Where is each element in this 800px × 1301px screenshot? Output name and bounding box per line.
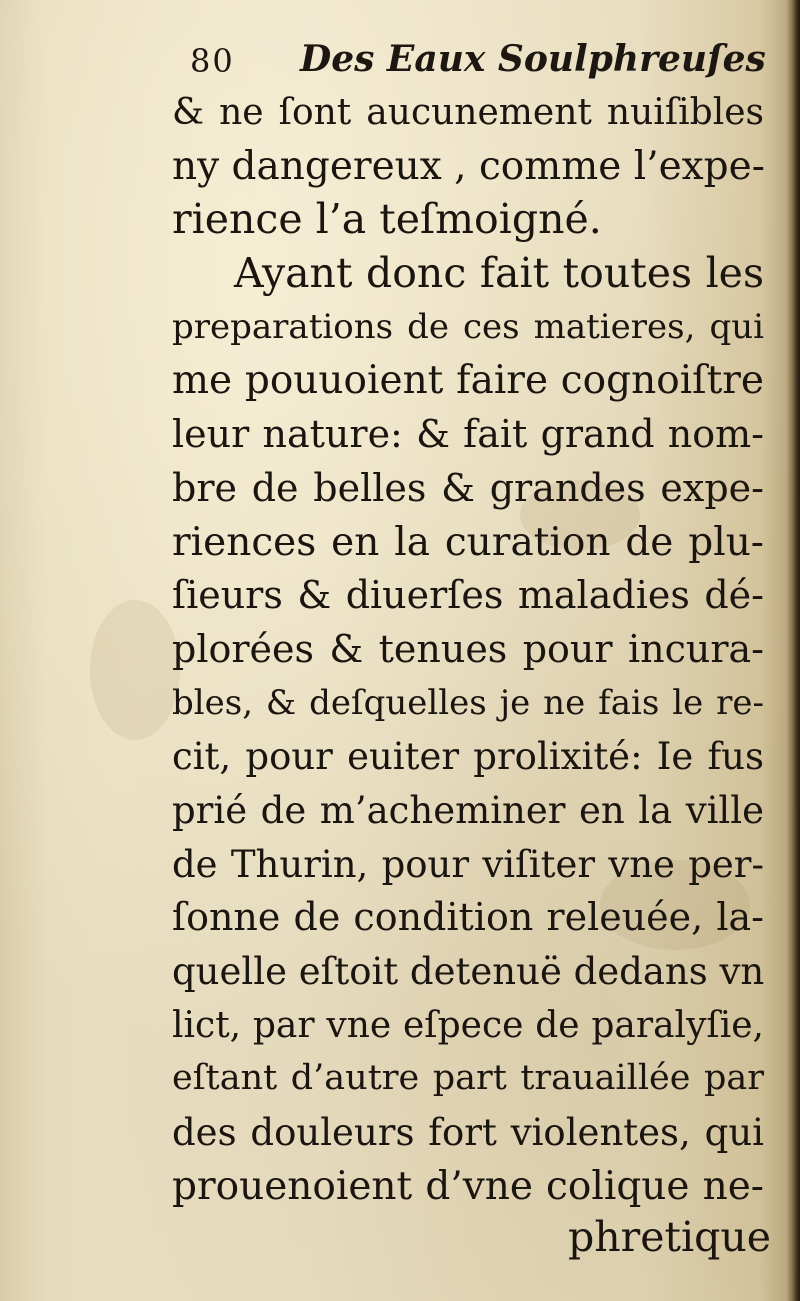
- text-line: leur nature: & fait grand nom-: [172, 412, 764, 457]
- text-line: & ne ſont aucunement nuiſibles: [172, 92, 764, 133]
- text-line: rience l’a teſmoigné.: [172, 195, 602, 244]
- text-line: bre de belles & grandes expe-: [172, 465, 764, 510]
- text-line: ſieurs & diuerſes maladies dé-: [172, 573, 764, 618]
- text-line: quelle eſtoit detenuë dedans vn: [172, 950, 765, 993]
- text-line: eſtant d’autre part trauaillée par: [172, 1058, 764, 1099]
- text-line: ny dangereux , comme l’expe-: [172, 143, 765, 189]
- text-line: cit, pour euiter prolixité: Ie fus: [172, 735, 764, 779]
- text-line: ſonne de condition releuée, la-: [172, 895, 764, 940]
- text-line: prié de m’acheminer en la ville: [172, 788, 764, 832]
- text-line: riences en la curation de plu-: [172, 519, 764, 565]
- text-line: me pouuoient faire cognoiſtre: [172, 358, 764, 404]
- text-line: plorées & tenues pour incura-: [172, 626, 764, 671]
- catchword: phretique: [568, 1213, 772, 1261]
- page-gutter-shadow: [786, 0, 800, 1301]
- text-line: des douleurs fort violentes, qui: [172, 1111, 764, 1155]
- text-line: lict, par vne eſpece de paralyſie,: [172, 1004, 764, 1046]
- text-line: preparations de ces matieres, qui: [172, 306, 764, 347]
- text-line: prouenoient d’vne colique ne-: [172, 1163, 764, 1209]
- paper-stain: [90, 600, 180, 740]
- text-line: bles, & deſquelles je ne fais le re-: [172, 682, 764, 723]
- page-number: 80: [190, 42, 235, 80]
- running-title: Des Eaux Soulphreuſes: [300, 38, 766, 80]
- paragraph-first-line: Ayant donc fait toutes les: [234, 249, 764, 298]
- text-line: de Thurin, pour viſiter vne per-: [172, 842, 764, 886]
- body-text: [172, 86, 764, 1213]
